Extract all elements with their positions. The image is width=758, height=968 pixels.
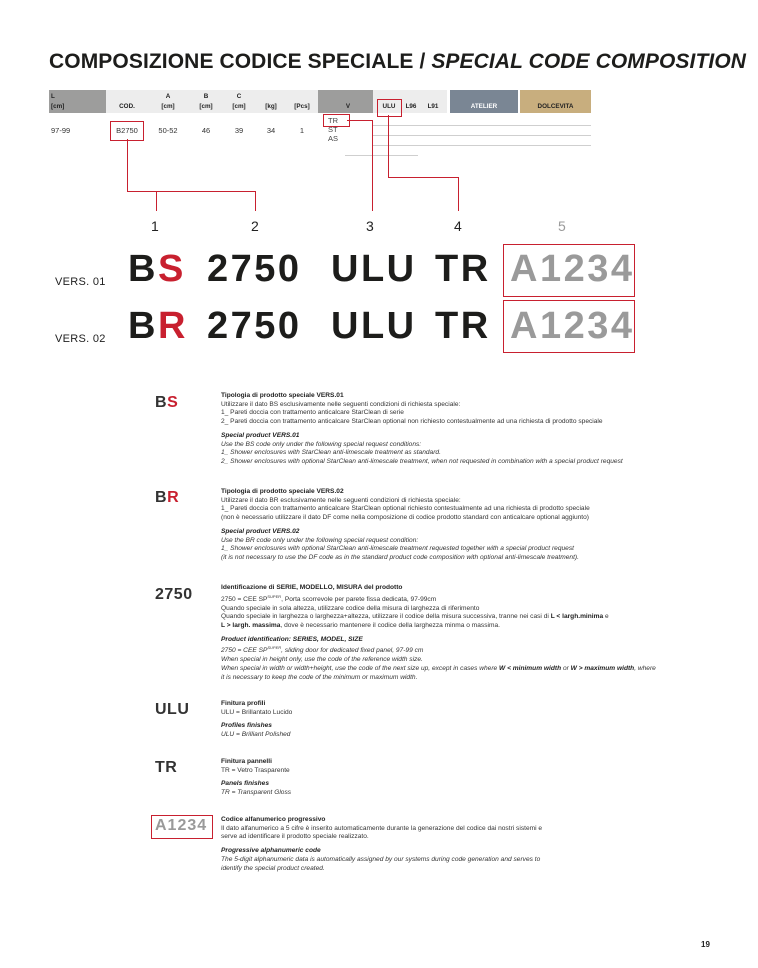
- legend-alnum-label: A1234: [155, 817, 208, 834]
- glass-option-as: AS: [328, 134, 339, 144]
- highlight-cod: [110, 121, 144, 141]
- divider: [345, 155, 418, 156]
- highlight-tr: [323, 114, 350, 127]
- header-cod: COD.: [119, 103, 135, 110]
- legend-tr-text: Finitura pannelli TR = Vetro Trasparente Panels finishes TR = Transparent Gloss: [221, 758, 292, 797]
- header-b: B [cm]: [199, 93, 213, 110]
- connector: [388, 115, 389, 177]
- header-c: C [cm]: [232, 93, 246, 110]
- cell-pcs: 1: [299, 126, 305, 135]
- header-atelier: ATELIER: [470, 103, 498, 110]
- divider: [373, 125, 591, 126]
- cell-kg: 34: [266, 126, 276, 135]
- legend-bs-label: BS: [155, 394, 179, 411]
- version-01-glass: TR: [435, 248, 491, 290]
- cell-c: 39: [234, 126, 244, 135]
- legend-br-text: Tipologia di prodotto speciale VERS.02 Utilizzare il dato BR esclusivamente nelle seguenti condizioni di richiesta speciale: 1_ Pareti doccia con trattamento anticalcare StarClean optional richiesto contestualmente ad una richiesta di prodotto speciale (non è necessario utilizzare il dato DF come nella composizione di codice prodotto standard con anticalcare optional aggiunto) Special product VERS.02 Use the BR code only under the following special request condition: 1_ Shower enclosures with optional StarClean anti-limescale treatment requested together with a special product request (it is not necessary to use the DF code as in the standard product code composition with optional anti-limescale treatment).: [221, 488, 590, 561]
- legend-ulu-text: Finitura profili ULU = Brillantato Lucido Profiles finishes ULU = Brilliant Polished: [221, 700, 293, 739]
- version-01-series: 2750: [207, 248, 302, 290]
- marker-5: 5: [558, 218, 566, 234]
- page-number: 19: [701, 940, 710, 949]
- glass-option-st: ST: [328, 125, 338, 135]
- connector: [127, 191, 255, 192]
- legend-bs-text: Tipologia di prodotto speciale VERS.01 Utilizzare il dato BS esclusivamente nelle seguenti condizioni di richiesta speciale: 1_ Pareti doccia con trattamento anticalcare StarClean di serie 2_ Pareti doccia con trattamento anticalcare StarClean optional non richiesto contestualmente ad una richiesta di prodotto speciale Special product VERS.01 Use the BS code only under the following special request conditions: 1_ Shower enclosures with StarClean anti-limescale treatment as standard. 2_ Shower enclosures with optional StarClean anti-limescale treatment, when not requested in combination with a special product request: [221, 392, 623, 465]
- header-l: L [cm]: [51, 93, 65, 110]
- connector: [156, 191, 157, 211]
- marker-3: 3: [366, 218, 374, 234]
- legend-series-label: 2750: [155, 586, 193, 603]
- version-02-glass: TR: [435, 305, 491, 347]
- marker-1: 1: [151, 218, 159, 234]
- version-01-label: VERS. 01: [55, 276, 106, 288]
- header-dolcevita: DOLCEVITA: [537, 103, 574, 110]
- version-01-code: BS: [128, 248, 186, 290]
- version-02-series: 2750: [207, 305, 302, 347]
- version-02-code: BR: [128, 305, 188, 347]
- legend-br-label: BR: [155, 489, 180, 506]
- connector: [372, 120, 373, 211]
- highlight-ulu: [377, 99, 402, 117]
- version-01-alnum: A1234: [510, 248, 635, 290]
- cell-a: 50-52: [158, 126, 178, 135]
- legend-series-text: Identificazione di SERIE, MODELLO, MISURA del prodotto 2750 = CEE $SP^{SUPER}$, Porta scorrevole per parete fissa dedicata, 97-99cm Quando speciale in sola altezza, utilizzare codice della misura di larghezza di riferimento Quando speciale in larghezza o larghezza+altezza, utilizzare il codice della misura successiva, tranne nei casi di L < largh.minima e L > largh. massima, dove è necessario mantenere il codice della larghezza minma o massima. Product identification: SERIES, MODEL, SIZE 2750 = CEE $SP^{SUPER}$, sliding door for dedicated fixed panel, 97-99 cm When special in height only, use the code of the reference width size. When special in width or width+height, use the code of the next size up, except in cases where W < minimum width or W > maximum width, where it is necessary to keep the code of the minimum or maximum width.: [221, 584, 656, 681]
- marker-2: 2: [251, 218, 259, 234]
- divider: [373, 135, 591, 136]
- marker-4: 4: [454, 218, 462, 234]
- version-02-finish: ULU: [331, 305, 417, 347]
- header-kg: [kg]: [265, 103, 277, 110]
- cell-b: 46: [201, 126, 211, 135]
- divider: [373, 145, 591, 146]
- cell-cod: B2750: [116, 126, 138, 135]
- glass-option-tr: TR: [328, 116, 338, 125]
- connector: [127, 139, 128, 191]
- cell-l: 97-99: [51, 126, 71, 135]
- legend-tr-label: TR: [155, 759, 178, 776]
- header-a: A [cm]: [161, 93, 175, 110]
- version-01-finish: ULU: [331, 248, 417, 290]
- connector: [388, 177, 459, 178]
- connector: [458, 177, 459, 211]
- header-v: V: [345, 103, 351, 110]
- connector: [347, 120, 373, 121]
- legend-alnum-text: Codice alfanumerico progressivo Il dato alfanumerico a 5 cifre è inserito automaticamente durante la generazione del codice dai nostri sistemi e serve ad identificare il prodotto speciale realizzato. Progressive alphanumeric code The 5-digit alphanumeric data is automatically assigned by our systems during code generation and serves to identify the special product created.: [221, 816, 543, 872]
- version-02-alnum: A1234: [510, 305, 635, 347]
- header-l96: L96: [405, 103, 417, 110]
- legend-ulu-label: ULU: [155, 701, 190, 718]
- header-l91: L91: [427, 103, 439, 110]
- page-title: COMPOSIZIONE CODICE SPECIALE / SPECIAL CODE COMPOSITION: [49, 50, 747, 73]
- header-ulu: ULU: [382, 103, 396, 110]
- header-pcs: [Pcs]: [294, 103, 310, 110]
- version-02-label: VERS. 02: [55, 333, 106, 345]
- connector: [255, 191, 256, 211]
